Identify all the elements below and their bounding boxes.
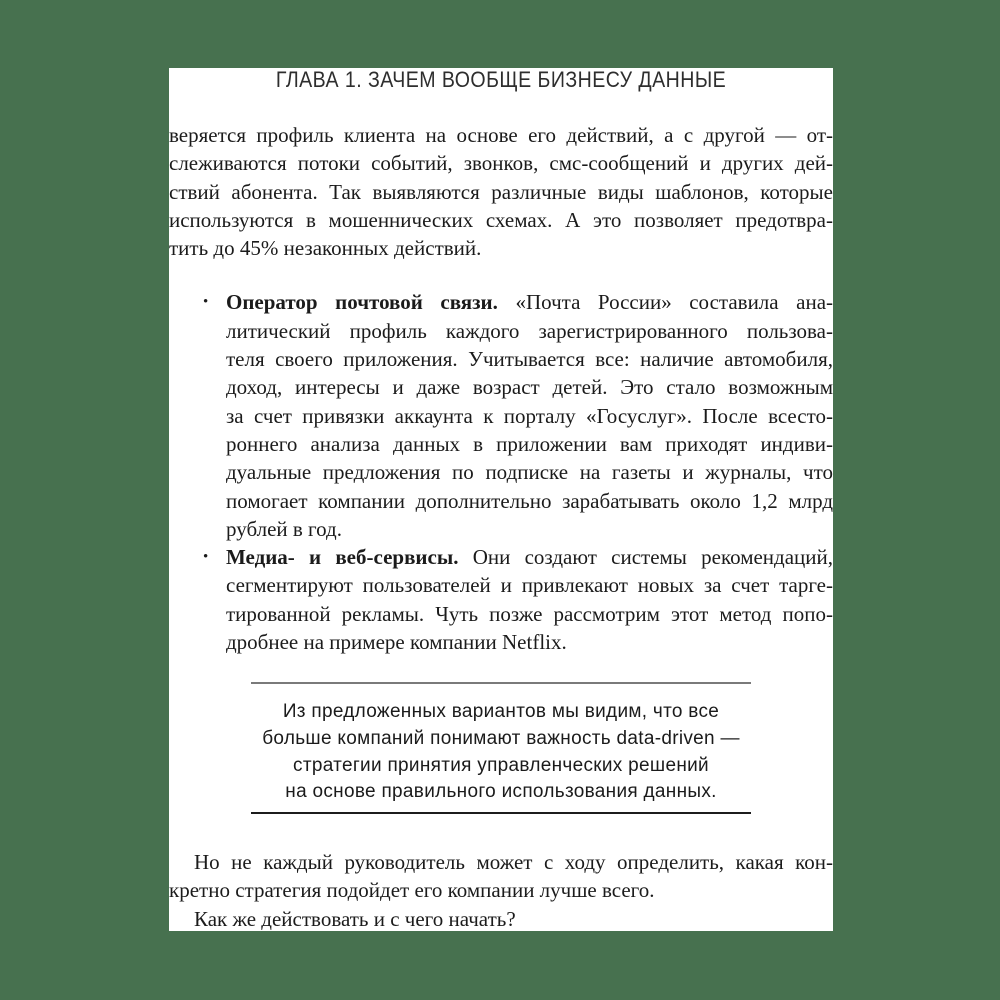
bullet-item-media-services (169, 543, 833, 656)
chapter-header: ГЛАВА 1. ЗАЧЕМ ВООБЩЕ БИЗНЕСУ ДАННЫЕ (275, 68, 727, 92)
bullet-item-postal-operator (169, 288, 833, 543)
closing-paragraph: Но не каждый руководитель может с ходу определить, какая кон- кретно стратегия подойдет его компании лучше всего. (169, 850, 833, 903)
pull-quote: Из предложенных вариантов мы видим, что все больше компаний понимают важность data-driven — стратегии принятия управленческих решений на основе правильного использования данных. (251, 682, 751, 814)
closing-question: Как же действовать и с чего начать? (194, 906, 516, 931)
bullet-marker: • (203, 549, 209, 566)
bullet-marker: • (203, 294, 209, 311)
bullet-text-postal-operator: Оператор почтовой связи. «Почта России» составила ана- литический профиль каждого зарегистрированного пользова- теля своего приложения. Учитывается все: наличие автомобиля, доход, интересы и даже возраст детей. Это стало возможным за счет привязки аккаунта к порталу «Госуслуг». После всесто- роннего анализа данных в приложении вам приходят индиви- дуальные предложения по подписке на газеты и журналы, что помогает компании дополнительно зарабатывать около 1,2 млрд рублей в год. (226, 290, 833, 541)
bullet-list (169, 288, 833, 656)
book-page (169, 68, 833, 931)
bullet-text-media-services: Медиа- и веб-сервисы. Они создают системы рекомендаций, сегментируют пользователей и привлекают новых за счет тарге- тированной рекламы. Чуть позже рассмотрим этот метод попо- дробнее на примере компании Netflix. (226, 545, 833, 655)
intro-paragraph: веряется профиль клиента на основе его действий, а с другой — от- слеживаются потоки событий, звонков, смс-сообщений и других дей- ствий абонента. Так выявляются различные виды шаблонов, которые используются в мошеннических схемах. А это позволяет предотвра- тить до 45% незаконных действий. (169, 123, 833, 261)
